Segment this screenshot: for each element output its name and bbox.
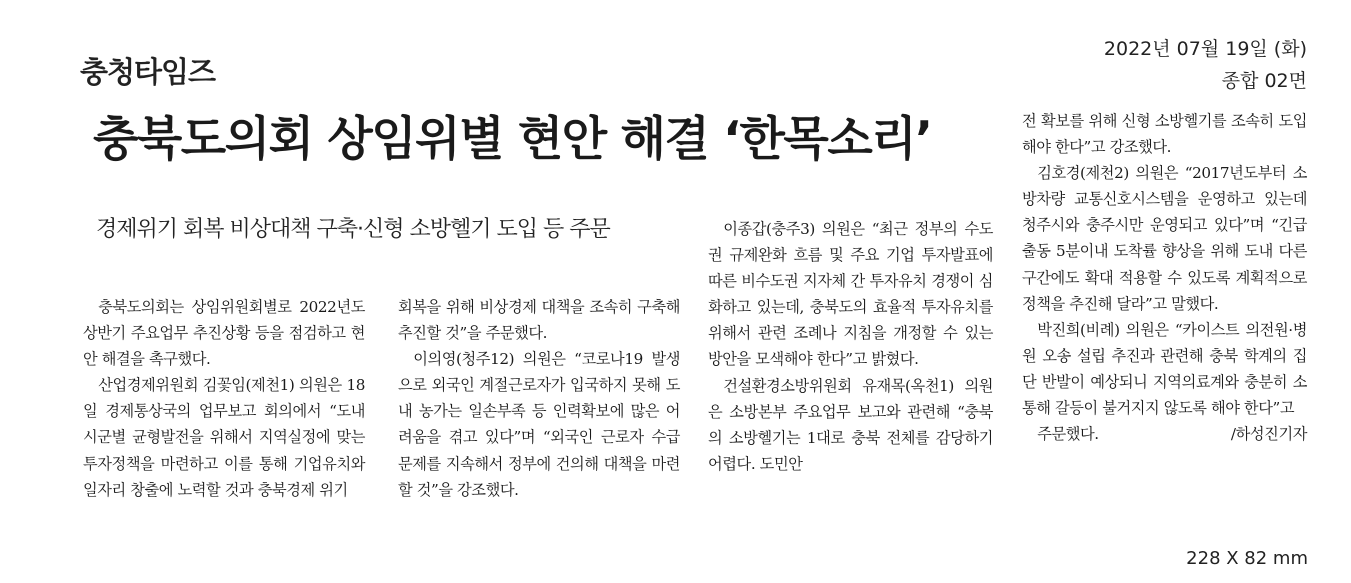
paragraph: 충북도의회는 상임위원회별로 2022년도 상반기 주요업무 추진상황 등을 점검하고 현안 해결을 촉구했다.	[83, 298, 365, 369]
page-section: 종합 02면	[1221, 70, 1307, 92]
publication-date: 2022년 07월 19일 (화)	[1103, 38, 1307, 60]
paragraph: 회복을 위해 비상경제 대책을 조속히 구축해 추진할 것”을 주문했다.	[398, 298, 680, 343]
closing-line	[1022, 421, 1307, 447]
paragraph: 건설환경소방위원회 유재목(옥천1) 의원은 소방본부 주요업무 보고와 관련해 “충북의 소방헬기는 1대로 충북 전체를 감당하기 어렵다. 도민안	[708, 376, 993, 473]
article-column-1	[83, 294, 365, 503]
article-headline: 충북도의회 상임위별 현안 해결 ‘한목소리’	[93, 112, 932, 167]
paragraph: 산업경제위원회 김꽃임(제천1) 의원은 18일 경제통상국의 업무보고 회의에서 “도내 시군별 균형발전을 위해서 지역실정에 맞는 투자정책을 마련하고 이를 통해 기업유치와 일자리 창출에 노력할 것과 충북경제 위기	[83, 376, 365, 499]
byline: /하성진기자	[1230, 425, 1307, 444]
article-column-2	[398, 294, 680, 503]
newspaper-masthead: 충청타임즈	[80, 55, 216, 89]
article-subhead: 경제위기 회복 비상대책 구축·신형 소방헬기 도입 등 주문	[96, 217, 610, 242]
paragraph: 김호경(제천2) 의원은 “2017년도부터 소방차량 교통신호시스템을 운영하고 있는데 청주시와 충주시만 운영되고 있다”며 “긴급출동 5분이내 도착률 향상을 위해 도내 다른 구간에도 확대 적용할 수 있도록 계획적으로 정책을 추진해 달라”고 말했다.	[1022, 164, 1307, 313]
closing-text: 주문했다.	[1037, 425, 1099, 444]
paragraph: 박진희(비례) 의원은 “카이스트 의전원·병원 오송 설립 추진과 관련해 충북 학계의 집단 반발이 예상되니 지역의료계와 충분히 소통해 갈등이 불거지지 않도록 해야 한다”고	[1022, 320, 1307, 418]
paragraph: 전 확보를 위해 신형 소방헬기를 조속히 도입해야 한다”고 강조했다.	[1022, 112, 1307, 157]
article-column-3	[708, 216, 993, 477]
article-column-4	[1022, 108, 1307, 447]
paragraph: 이의영(청주12) 의원은 “코로나19 발생으로 외국인 계절근로자가 입국하지 못해 도내 농가는 일손부족 등 인력확보에 많은 어려움을 겪고 있다”며 “외국인 근로자 수급 문제를 지속해서 정부에 건의해 대책을 마련할 것”을 강조했다.	[398, 350, 680, 499]
clipping-size: 228 X 82 mm	[1186, 548, 1308, 569]
paragraph: 이종갑(충주3) 의원은 “최근 정부의 수도권 규제완화 흐름 및 주요 기업 투자발표에 따른 비수도권 지자체 간 투자유치 경쟁이 심화하고 있는데, 충북도의 효율적 투자유치를 위해서 관련 조례나 지침을 개정할 수 있는 방안을 모색해야 한다”고 밝혔다.	[708, 220, 993, 369]
